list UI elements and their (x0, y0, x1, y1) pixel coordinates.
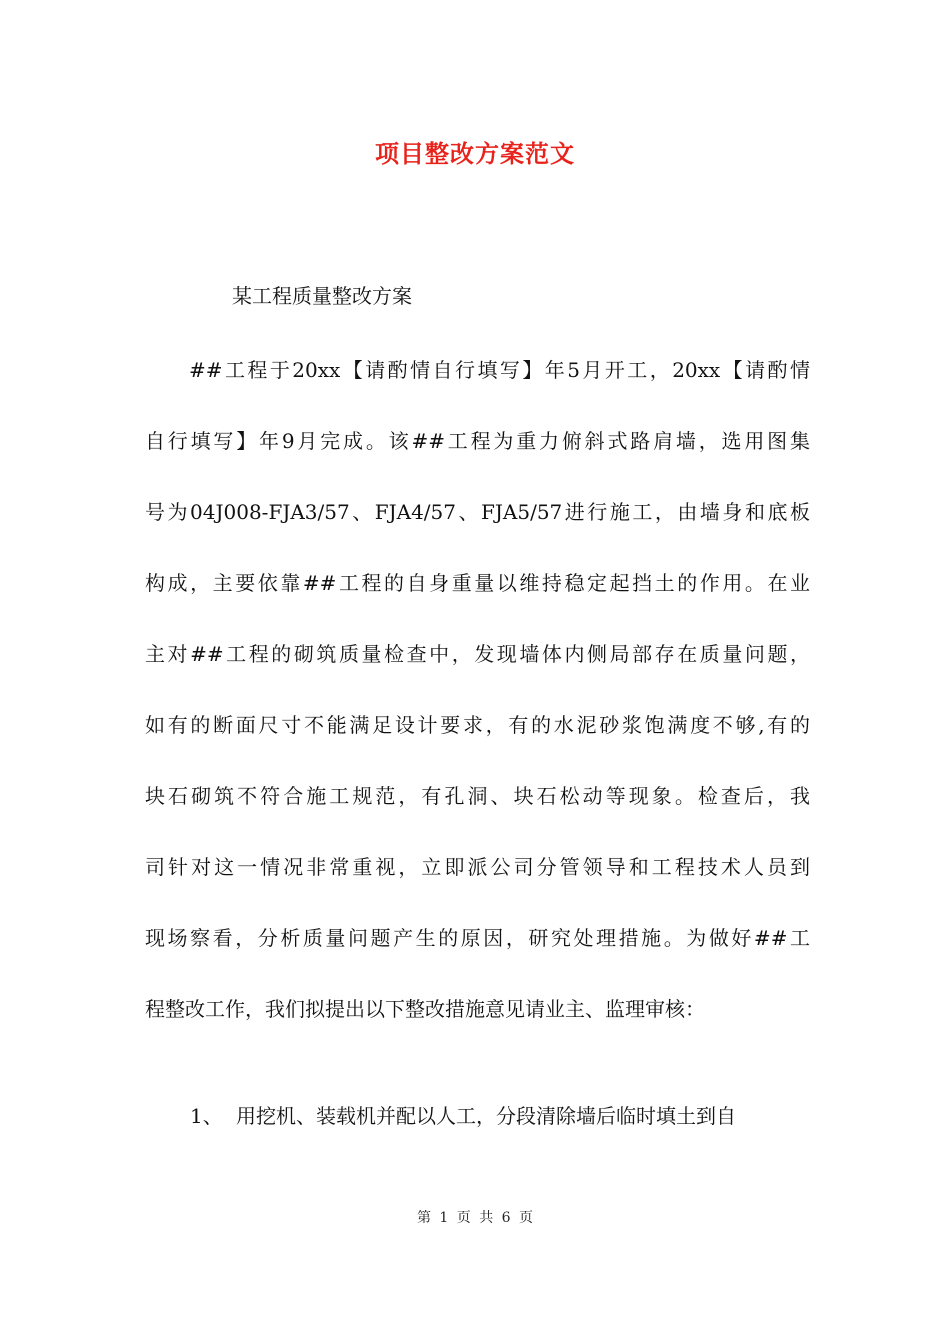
paragraph-line: 如有的断面尺寸不能满足设计要求，有的水泥砂浆饱满度不够,有的 (145, 713, 810, 737)
paragraph-line: 现场察看，分析质量问题产生的原因，研究处理措施。为做好##工 (145, 926, 810, 950)
paragraph-line: 号为04J008-FJA3/57、FJA4/57、FJA5/57进行施工，由墙身和底板 (145, 500, 810, 524)
document-subtitle: 某工程质量整改方案 (232, 284, 412, 308)
paragraph-line: 块石砌筑不符合施工规范，有孔洞、块石松动等现象。检查后，我 (145, 784, 810, 808)
list-item-number: 1、 (190, 1104, 223, 1128)
paragraph-line: 司针对这一情况非常重视，立即派公司分管领导和工程技术人员到 (145, 855, 810, 879)
paragraph-line: 构成，主要依靠##工程的自身重量以维持稳定起挡土的作用。在业 (145, 571, 810, 595)
paragraph-line: 主对##工程的砌筑质量检查中，发现墙体内侧局部存在质量问题， (145, 642, 810, 666)
body-paragraph (145, 356, 810, 1066)
paragraph-line: 程整改工作，我们拟提出以下整改措施意见请业主、监理审核： (145, 997, 705, 1021)
paragraph-line: 自行填写】年9月完成。该##工程为重力俯斜式路肩墙，选用图集 (145, 429, 810, 453)
document-title: 项目整改方案范文 (375, 139, 575, 168)
list-item (190, 1102, 810, 1130)
page-footer: 第 1 页 共 6 页 (416, 1210, 534, 1226)
paragraph-line: ##工程于20xx【请酌情自行填写】年5月开工，20xx【请酌情 (189, 358, 810, 382)
list-item-text: 用挖机、装载机并配以人工，分段清除墙后临时填土到自 (236, 1104, 736, 1128)
